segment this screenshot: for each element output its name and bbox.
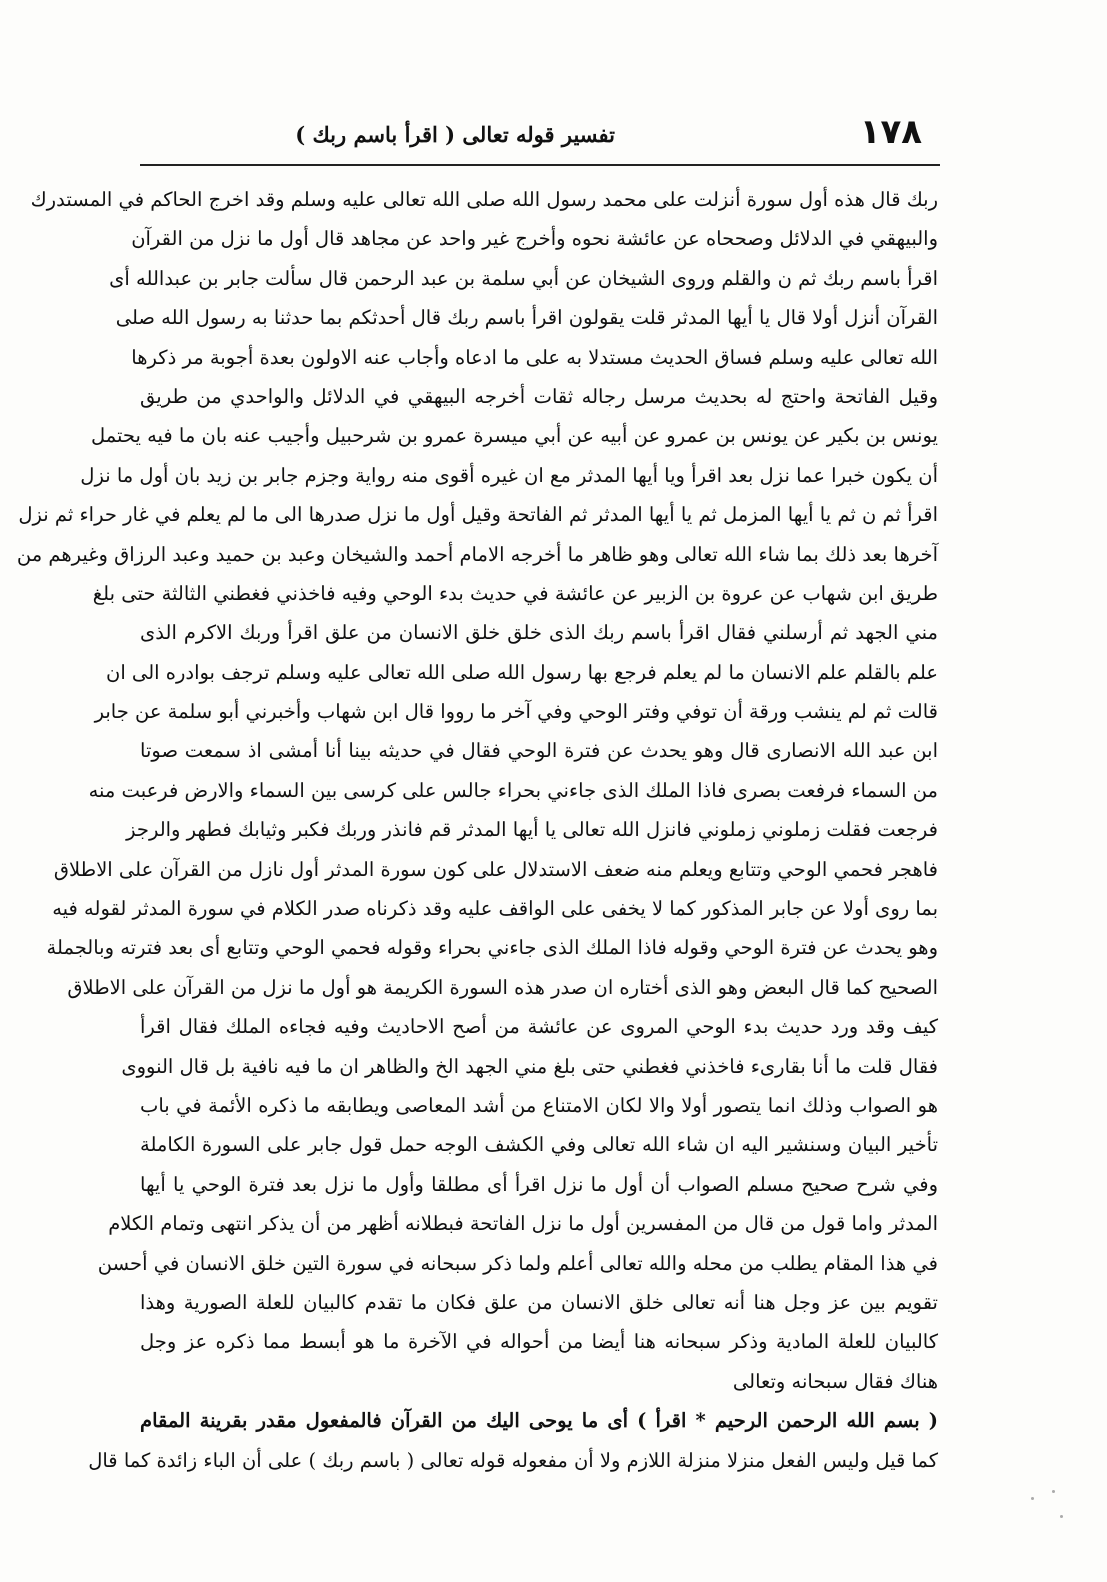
- text-line: المدثر واما قول من قال من المفسرين أول ما نزل الفاتحة فبطلانه أظهر من أن يذكر انتهى وتمام الكلام: [108, 1212, 938, 1236]
- page-number: ١٧٨: [859, 112, 922, 152]
- text-line: كما قيل وليس الفعل منزلا منزلة اللازم ولا أن مفعوله قوله تعالى ( باسم ربك ) على أن الباء زائدة كما قال: [88, 1448, 938, 1472]
- text-line: في هذا المقام يطلب من محله والله تعالى أعلم ولما ذكر سبحانه في سورة التين خلق الانسان في أحسن: [97, 1251, 938, 1275]
- text-line: آخرها بعد ذلك بما شاء الله تعالى وهو ظاهر ما أخرجه الامام أحمد والشيخان وعبد بن حميد وعبد الرزاق وغيرهم من: [16, 542, 938, 566]
- text-line: فاهجر فحمي الوحي وتتابع ويعلم منه ضعف الاستدلال على كون سورة المدثر أول نازل من القرآن على الاطلاق: [53, 857, 938, 881]
- text-line: والبيهقي في الدلائل وصححاه عن عائشة نحوه وأخرج غير واحد عن مجاهد قال أول ما نزل من القرآن: [131, 227, 938, 251]
- text-line: اقرأ ثم ن ثم يا أيها المزمل ثم يا أيها المدثر ثم الفاتحة وقيل أول ما نزل صدرها الى ما لم يعلم في غار حراء ثم نزل: [18, 503, 938, 527]
- text-line: يونس بن بكير عن يونس بن عمرو عن أبيه عن أبي ميسرة عمرو بن شرحبيل وأجيب عنه بان ما فيه يحتمل: [90, 424, 938, 448]
- scan-speck: [1052, 1490, 1055, 1493]
- text-line: قالت ثم لم ينشب ورقة أن توفي وفتر الوحي وفي آخر ما رووا قال ابن شهاب وأخبرني أبو سلمة عن جابر: [94, 700, 938, 724]
- text-line: الله تعالى عليه وسلم فساق الحديث مستدلا به على ما ادعاه وأجاب عنه الاولون بعدة أجوبة مر ذكرها: [131, 345, 938, 369]
- text-line: كالبيان للعلة المادية وذكر سبحانه هنا أيضا من أحواله في الآخرة ما هو أبسط مما ذكره عز وجل: [140, 1330, 938, 1354]
- text-line-short: هناك فقال سبحانه وتعالى: [732, 1369, 938, 1393]
- text-line: اقرأ باسم ربك ثم ن والقلم وروى الشيخان عن أبي سلمة بن عبد الرحمن قال سألت جابر بن عبدالله أى: [109, 266, 938, 290]
- text-line: هو الصواب وذلك انما يتصور أولا والا لكان الامتناع من أشد المعاصى ويطابقه ما ذكره الأئمة في باب: [140, 1093, 938, 1117]
- text-line: فقال قلت ما أنا بقارىء فاخذني فغطني حتى بلغ مني الجهد الخ والظاهر ان ما فيه نافية بل قال النووى: [121, 1054, 938, 1078]
- header-rule: [140, 164, 940, 166]
- text-line: أن يكون خبرا عما نزل بعد اقرأ ويا أيها المدثر مع ان غيره أقوى منه رواية وجزم جابر بن زيد بان أول ما نزل: [80, 463, 938, 487]
- text-line: وهو يحدث عن فترة الوحي وقوله فاذا الملك الذى جاءني بحراء وقوله فحمي الوحي وتتابع أى بعد فترته وبالجملة: [46, 936, 938, 960]
- text-line: علم بالقلم علم الانسان ما لم يعلم فرجع بها رسول الله صلى الله تعالى عليه وسلم ترجف بوادره الى ان: [106, 660, 938, 684]
- text-line: وفي شرح صحيح مسلم الصواب أن أول ما نزل اقرأ أى مطلقا وأول ما نزل بعد فترة الوحي يا أيها: [140, 1172, 938, 1196]
- scan-speck: [1031, 1497, 1034, 1500]
- text-line: طريق ابن شهاب عن عروة بن الزبير عن عائشة في حديث بدء الوحي وفيه فاخذني فغطني الثالثة حتى بلغ: [92, 581, 938, 605]
- text-line: فرجعت فقلت زملوني زملوني فانزل الله تعالى يا أيها المدثر قم فانذر وربك فكبر وثيابك فطهر والرجز: [126, 818, 938, 842]
- text-line: ابن عبد الله الانصارى قال وهو يحدث عن فترة الوحي فقال في حديثه بينا أنا أمشى اذ سمعت صوتا: [140, 739, 938, 763]
- text-line: ربك قال هذه أول سورة أنزلت على محمد رسول الله صلى الله تعالى عليه وسلم وقد اخرج الحاكم في المستدرك: [30, 188, 938, 211]
- text-line: تأخير البيان وسنشير اليه ان شاء الله تعالى وفي الكشف الوجه حمل قول جابر على السورة الكاملة: [140, 1133, 938, 1157]
- text-line: من السماء فرفعت بصرى فاذا الملك الذى جاءني بحراء جالس على كرسى بين السماء والارض فرعبت منه: [88, 778, 938, 802]
- verse-line: ( بسم الله الرحمن الرحيم * اقرأ ) أى ما يوحى اليك من القرآن فالمفعول مقدر بقرينة المقام: [140, 1409, 938, 1433]
- text-line: الصحيح كما قال البعض وهو الذى أختاره ان صدر هذه السورة الكريمة هو أول ما نزل من القرآن على الاطلاق: [67, 975, 938, 999]
- text-line: وقيل الفاتحة واحتج له بحديث مرسل رجاله ثقات أخرجه البيهقي في الدلائل والواحدي من طريق: [140, 384, 938, 408]
- text-line: القرآن أنزل أولا قال يا أيها المدثر قلت يقولون اقرأ باسم ربك قال أحدثكم بما حدثنا به رسول الله صلى: [115, 306, 938, 330]
- text-line: تقويم بين عز وجل هنا أنه تعالى خلق الانسان من علق فكان ما تقدم كالبيان للعلة الصورية وهذا: [140, 1290, 938, 1314]
- text-line: كيف وقد ورد حديث بدء الوحي المروى عن عائشة من أصح الاحاديث وفيه فجاءه الملك فقال اقرأ: [140, 1015, 938, 1039]
- running-title: تفسير قوله تعالى ( اقرأ باسم ربك ): [295, 122, 615, 147]
- scan-speck: [1060, 1515, 1063, 1518]
- tafsir-body-text: [16, 180, 938, 1480]
- page-header: [140, 112, 940, 162]
- text-line: بما روى أولا عن جابر المذكور كما لا يخفى على الواقف عليه وقد ذكرناه صدر الكلام في سورة المدثر لقوله فيه: [52, 897, 938, 921]
- text-line: مني الجهد ثم أرسلني فقال اقرأ باسم ربك الذى خلق خلق الانسان من علق اقرأ وربك الاكرم الذى: [140, 621, 938, 645]
